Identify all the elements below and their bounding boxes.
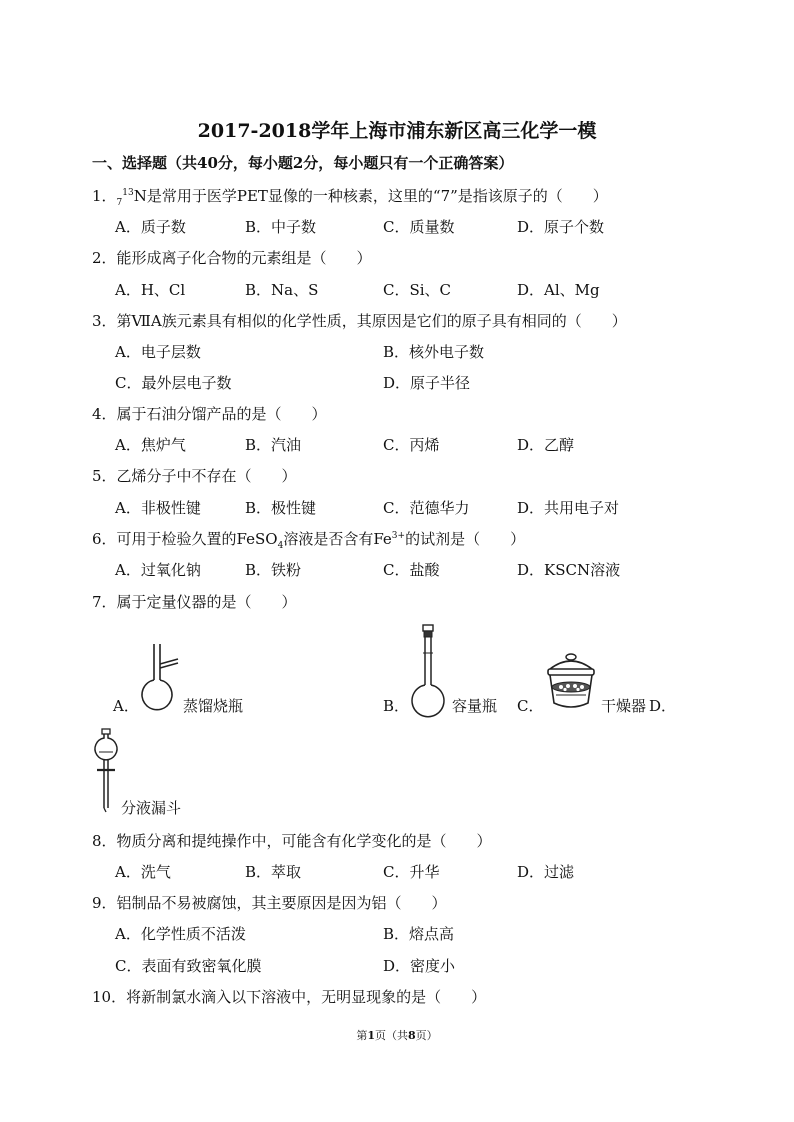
q3-option-d[interactable]: D．原子半径 xyxy=(383,374,471,392)
q2-option-d[interactable]: D．Al、Mg xyxy=(517,281,600,299)
q1-option-d[interactable]: D．原子个数 xyxy=(517,218,605,236)
q7-option-b-letter[interactable]: B． xyxy=(383,697,410,715)
atomic-number: 7 xyxy=(116,198,123,208)
q4-option-a[interactable]: A．焦炉气 xyxy=(115,436,186,454)
question-6 xyxy=(92,528,525,551)
total-pages: 8 xyxy=(408,1029,416,1042)
q4-option-b[interactable]: B．汽油 xyxy=(245,436,302,454)
subscript: 4 xyxy=(277,541,284,551)
question-2: 2．能形成离子化合物的元素组是（ ） xyxy=(92,249,372,267)
q7-option-a-label: 蒸馏烧瓶 xyxy=(183,697,244,715)
q5-option-c[interactable]: C．范德华力 xyxy=(383,499,470,517)
distillation-flask-icon xyxy=(132,640,182,710)
question-text-part: 的试剂是（ ） xyxy=(405,530,526,548)
q6-option-c[interactable]: C．盐酸 xyxy=(383,561,440,579)
footer-text: 页） xyxy=(415,1029,438,1042)
question-10: 10．将新制氯水滴入以下溶液中，无明显现象的是（ ） xyxy=(92,988,487,1006)
question-8: 8．物质分离和提纯操作中，可能含有化学变化的是（ ） xyxy=(92,832,492,850)
footer-text: 页（共 xyxy=(375,1029,408,1042)
q6-option-d[interactable]: D．KSCN溶液 xyxy=(517,561,621,579)
q6-option-b[interactable]: B．铁粉 xyxy=(245,561,302,579)
page-title: 2017-2018学年上海市浦东新区高三化学一模 xyxy=(197,120,597,142)
q8-option-a[interactable]: A．洗气 xyxy=(115,863,171,881)
question-text-part: 溶液是否含有Fe xyxy=(283,530,392,548)
q8-option-d[interactable]: D．过滤 xyxy=(517,863,575,881)
q1-option-c[interactable]: C．质量数 xyxy=(383,218,455,236)
q3-option-c[interactable]: C．最外层电子数 xyxy=(115,374,232,392)
q6-option-a[interactable]: A．过氧化钠 xyxy=(115,561,201,579)
footer-text: 第 xyxy=(356,1029,368,1042)
question-1 xyxy=(92,185,608,208)
q7-option-b-label: 容量瓶 xyxy=(452,697,498,715)
question-5: 5．乙烯分子中不存在（ ） xyxy=(92,467,297,485)
q4-option-c[interactable]: C．丙烯 xyxy=(383,436,440,454)
q8-option-b[interactable]: B．萃取 xyxy=(245,863,302,881)
q9-option-a[interactable]: A．化学性质不活泼 xyxy=(115,925,246,943)
element-symbol: N xyxy=(133,187,147,205)
page-number: 1 xyxy=(367,1029,375,1042)
question-text: 是常用于医学PET显像的一种核素，这里的“7”是指该原子的（ ） xyxy=(146,187,608,205)
q5-option-b[interactable]: B．极性键 xyxy=(245,499,317,517)
q5-option-a[interactable]: A．非极性键 xyxy=(115,499,201,517)
q4-option-d[interactable]: D．乙醇 xyxy=(517,436,575,454)
q9-option-d[interactable]: D．密度小 xyxy=(383,957,456,975)
q7-option-c-label: 干燥器 xyxy=(601,697,647,715)
mass-number: 13 xyxy=(122,188,134,198)
q9-option-c[interactable]: C．表面有致密氧化膜 xyxy=(115,957,262,975)
q5-option-d[interactable]: D．共用电子对 xyxy=(517,499,620,517)
separatory-funnel-icon xyxy=(89,728,123,812)
question-4: 4．属于石油分馏产品的是（ ） xyxy=(92,405,327,423)
q1-option-b[interactable]: B．中子数 xyxy=(245,218,317,236)
volumetric-flask-icon xyxy=(408,623,448,715)
q1-option-a[interactable]: A．质子数 xyxy=(115,218,186,236)
q2-option-b[interactable]: B．Na、S xyxy=(245,281,319,299)
q9-option-b[interactable]: B．熔点高 xyxy=(383,925,455,943)
question-7: 7．属于定量仪器的是（ ） xyxy=(92,593,297,611)
section-heading: 一、选择题（共40分，每小题2分，每小题只有一个正确答案） xyxy=(92,154,514,172)
q3-option-a[interactable]: A．电子层数 xyxy=(115,343,201,361)
q7-option-d-label: 分液漏斗 xyxy=(121,799,182,817)
q3-option-b[interactable]: B．核外电子数 xyxy=(383,343,485,361)
question-text-part: 6．可用于检验久置的FeSO xyxy=(92,530,278,548)
q8-option-c[interactable]: C．升华 xyxy=(383,863,440,881)
q2-option-c[interactable]: C．Si、C xyxy=(383,281,452,299)
q7-option-a-letter[interactable]: A． xyxy=(113,697,139,715)
desiccator-icon xyxy=(544,651,598,715)
question-3: 3．第ⅦA族元素具有相似的化学性质，其原因是它们的原子具有相同的（ ） xyxy=(92,312,627,330)
question-9: 9．铝制品不易被腐蚀，其主要原因是因为铝（ ） xyxy=(92,894,447,912)
superscript: 3+ xyxy=(391,531,406,541)
page-footer xyxy=(0,1027,794,1043)
q7-option-c-letter[interactable]: C． xyxy=(517,697,544,715)
question-number: 1． xyxy=(92,187,117,205)
q2-option-a[interactable]: A．H、Cl xyxy=(115,281,186,299)
q7-option-d-letter[interactable]: D． xyxy=(649,697,677,715)
